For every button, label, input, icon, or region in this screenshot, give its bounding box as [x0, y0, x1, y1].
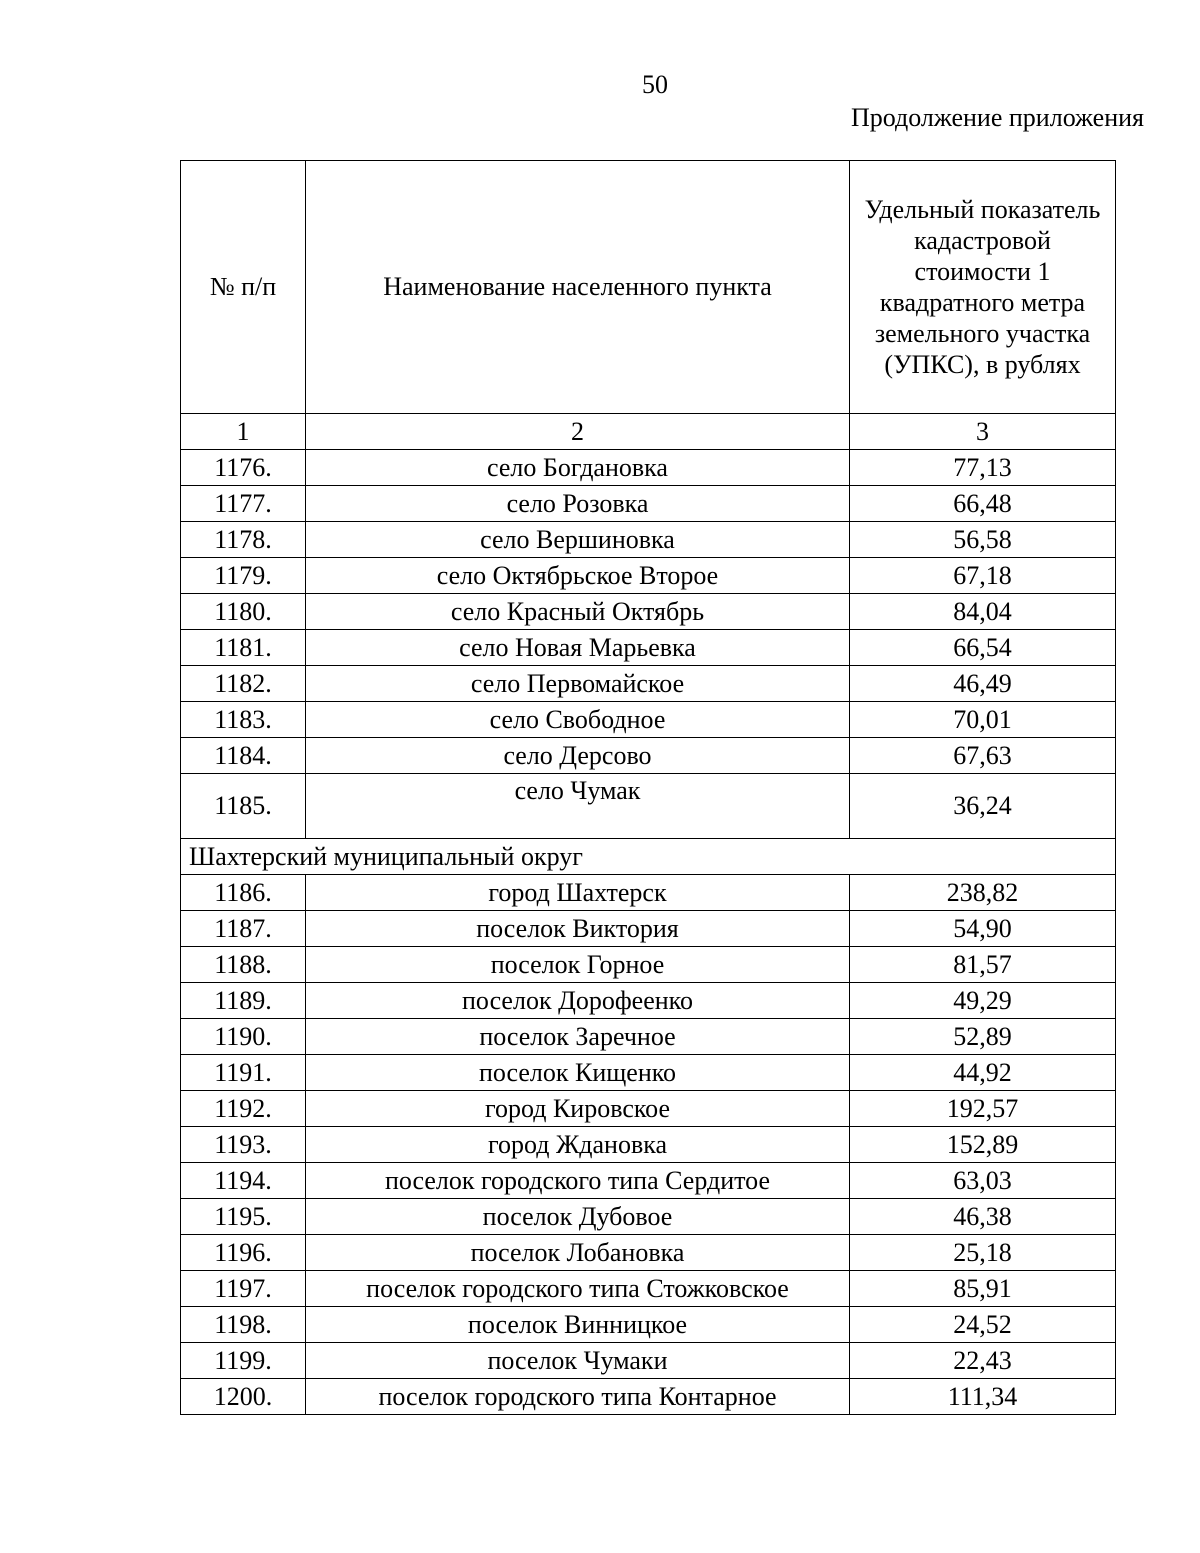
- settlement-name: город Кировское: [306, 1091, 850, 1127]
- table-row: [181, 702, 1116, 738]
- table-row: [181, 558, 1116, 594]
- settlement-name: поселок городского типа Стожковское: [306, 1271, 850, 1307]
- cadastral-value: 24,52: [850, 1307, 1116, 1343]
- table-row: [181, 875, 1116, 911]
- settlement-name: поселок Горное: [306, 947, 850, 983]
- row-number: 1200.: [181, 1379, 306, 1415]
- table-row: [181, 1091, 1116, 1127]
- settlement-name: поселок Кищенко: [306, 1055, 850, 1091]
- cadastral-value: 25,18: [850, 1235, 1116, 1271]
- header-number: № п/п: [181, 161, 306, 414]
- continuation-label: Продолжение приложения: [850, 103, 1144, 132]
- row-number: 1176.: [181, 450, 306, 486]
- settlement-name: поселок Лобановка: [306, 1235, 850, 1271]
- table-row: [181, 947, 1116, 983]
- cadastral-value: 52,89: [850, 1019, 1116, 1055]
- table-row: [181, 1235, 1116, 1271]
- settlement-name: город Шахтерск: [306, 875, 850, 911]
- column-number: 3: [850, 414, 1116, 450]
- column-number-row: [181, 414, 1116, 450]
- cadastral-value: 85,91: [850, 1271, 1116, 1307]
- settlement-name: поселок Заречное: [306, 1019, 850, 1055]
- table-row: [181, 1379, 1116, 1415]
- row-number: 1199.: [181, 1343, 306, 1379]
- column-number: 1: [181, 414, 306, 450]
- cadastral-value: 238,82: [850, 875, 1116, 911]
- settlement-name: поселок Винницкое: [306, 1307, 850, 1343]
- cadastral-value: 67,18: [850, 558, 1116, 594]
- row-number: 1188.: [181, 947, 306, 983]
- cadastral-value: 63,03: [850, 1163, 1116, 1199]
- cadastral-value: 152,89: [850, 1127, 1116, 1163]
- row-number: 1186.: [181, 875, 306, 911]
- cadastral-value: 81,57: [850, 947, 1116, 983]
- table-row: [181, 1307, 1116, 1343]
- settlement-name: село Розовка: [306, 486, 850, 522]
- page-number: 50: [642, 70, 668, 99]
- settlement-name: село Новая Марьевка: [306, 630, 850, 666]
- row-number: 1184.: [181, 738, 306, 774]
- cadastral-value: 36,24: [850, 774, 1116, 839]
- table-row: [181, 630, 1116, 666]
- row-number: 1189.: [181, 983, 306, 1019]
- section-row: [181, 839, 1116, 875]
- settlement-name: поселок городского типа Контарное: [306, 1379, 850, 1415]
- row-number: 1183.: [181, 702, 306, 738]
- cadastral-value-table: [180, 160, 1116, 1415]
- column-number: 2: [306, 414, 850, 450]
- table-row: [181, 1163, 1116, 1199]
- cadastral-value: 70,01: [850, 702, 1116, 738]
- table-row: [181, 666, 1116, 702]
- settlement-name: поселок Виктория: [306, 911, 850, 947]
- cadastral-value: 46,49: [850, 666, 1116, 702]
- row-number: 1185.: [181, 774, 306, 839]
- cadastral-value: 66,54: [850, 630, 1116, 666]
- table-row: [181, 738, 1116, 774]
- cadastral-value: 67,63: [850, 738, 1116, 774]
- row-number: 1190.: [181, 1019, 306, 1055]
- settlement-name: город Ждановка: [306, 1127, 850, 1163]
- row-number: 1179.: [181, 558, 306, 594]
- table-row: [181, 1271, 1116, 1307]
- table-row: [181, 594, 1116, 630]
- row-number: 1197.: [181, 1271, 306, 1307]
- settlement-name: поселок городского типа Сердитое: [306, 1163, 850, 1199]
- table-row: [181, 983, 1116, 1019]
- row-number: 1178.: [181, 522, 306, 558]
- cadastral-value: 46,38: [850, 1199, 1116, 1235]
- row-number: 1194.: [181, 1163, 306, 1199]
- settlement-name: село Свободное: [306, 702, 850, 738]
- settlement-name: село Дерсово: [306, 738, 850, 774]
- cadastral-value: 111,34: [850, 1379, 1116, 1415]
- cadastral-value: 77,13: [850, 450, 1116, 486]
- settlement-name: село Красный Октябрь: [306, 594, 850, 630]
- settlement-name: село Первомайское: [306, 666, 850, 702]
- cadastral-value: 66,48: [850, 486, 1116, 522]
- cadastral-value: 49,29: [850, 983, 1116, 1019]
- row-number: 1181.: [181, 630, 306, 666]
- table-row: [181, 1343, 1116, 1379]
- settlement-name: село Вершиновка: [306, 522, 850, 558]
- section-title: Шахтерский муниципальный округ: [181, 839, 1116, 875]
- table-row: [181, 522, 1116, 558]
- row-number: 1195.: [181, 1199, 306, 1235]
- table-row: [181, 486, 1116, 522]
- row-number: 1182.: [181, 666, 306, 702]
- row-number: 1187.: [181, 911, 306, 947]
- settlement-name: село Чумак: [306, 774, 850, 839]
- row-number: 1196.: [181, 1235, 306, 1271]
- row-number: 1192.: [181, 1091, 306, 1127]
- header-cadastral-value: Удельный показатель кадастровой стоимости 1 квадратного метра земельного участка (УПКС), в рублях: [850, 161, 1116, 414]
- table-row: [181, 774, 1116, 839]
- row-number: 1180.: [181, 594, 306, 630]
- table-row: [181, 450, 1116, 486]
- cadastral-value: 54,90: [850, 911, 1116, 947]
- row-number: 1198.: [181, 1307, 306, 1343]
- table-row: [181, 911, 1116, 947]
- cadastral-value: 192,57: [850, 1091, 1116, 1127]
- table-row: [181, 1055, 1116, 1091]
- cadastral-value: 56,58: [850, 522, 1116, 558]
- row-number: 1191.: [181, 1055, 306, 1091]
- settlement-name: село Богдановка: [306, 450, 850, 486]
- row-number: 1193.: [181, 1127, 306, 1163]
- settlement-name: село Октябрьское Второе: [306, 558, 850, 594]
- table-row: [181, 1019, 1116, 1055]
- header-settlement-name: Наименование населенного пункта: [306, 161, 850, 414]
- settlement-name: поселок Чумаки: [306, 1343, 850, 1379]
- cadastral-value: 84,04: [850, 594, 1116, 630]
- settlement-name: поселок Дубовое: [306, 1199, 850, 1235]
- cadastral-value: 22,43: [850, 1343, 1116, 1379]
- cadastral-value: 44,92: [850, 1055, 1116, 1091]
- table-row: [181, 1199, 1116, 1235]
- settlement-name: поселок Дорофеенко: [306, 983, 850, 1019]
- table-header-row: [181, 161, 1116, 414]
- row-number: 1177.: [181, 486, 306, 522]
- table-row: [181, 1127, 1116, 1163]
